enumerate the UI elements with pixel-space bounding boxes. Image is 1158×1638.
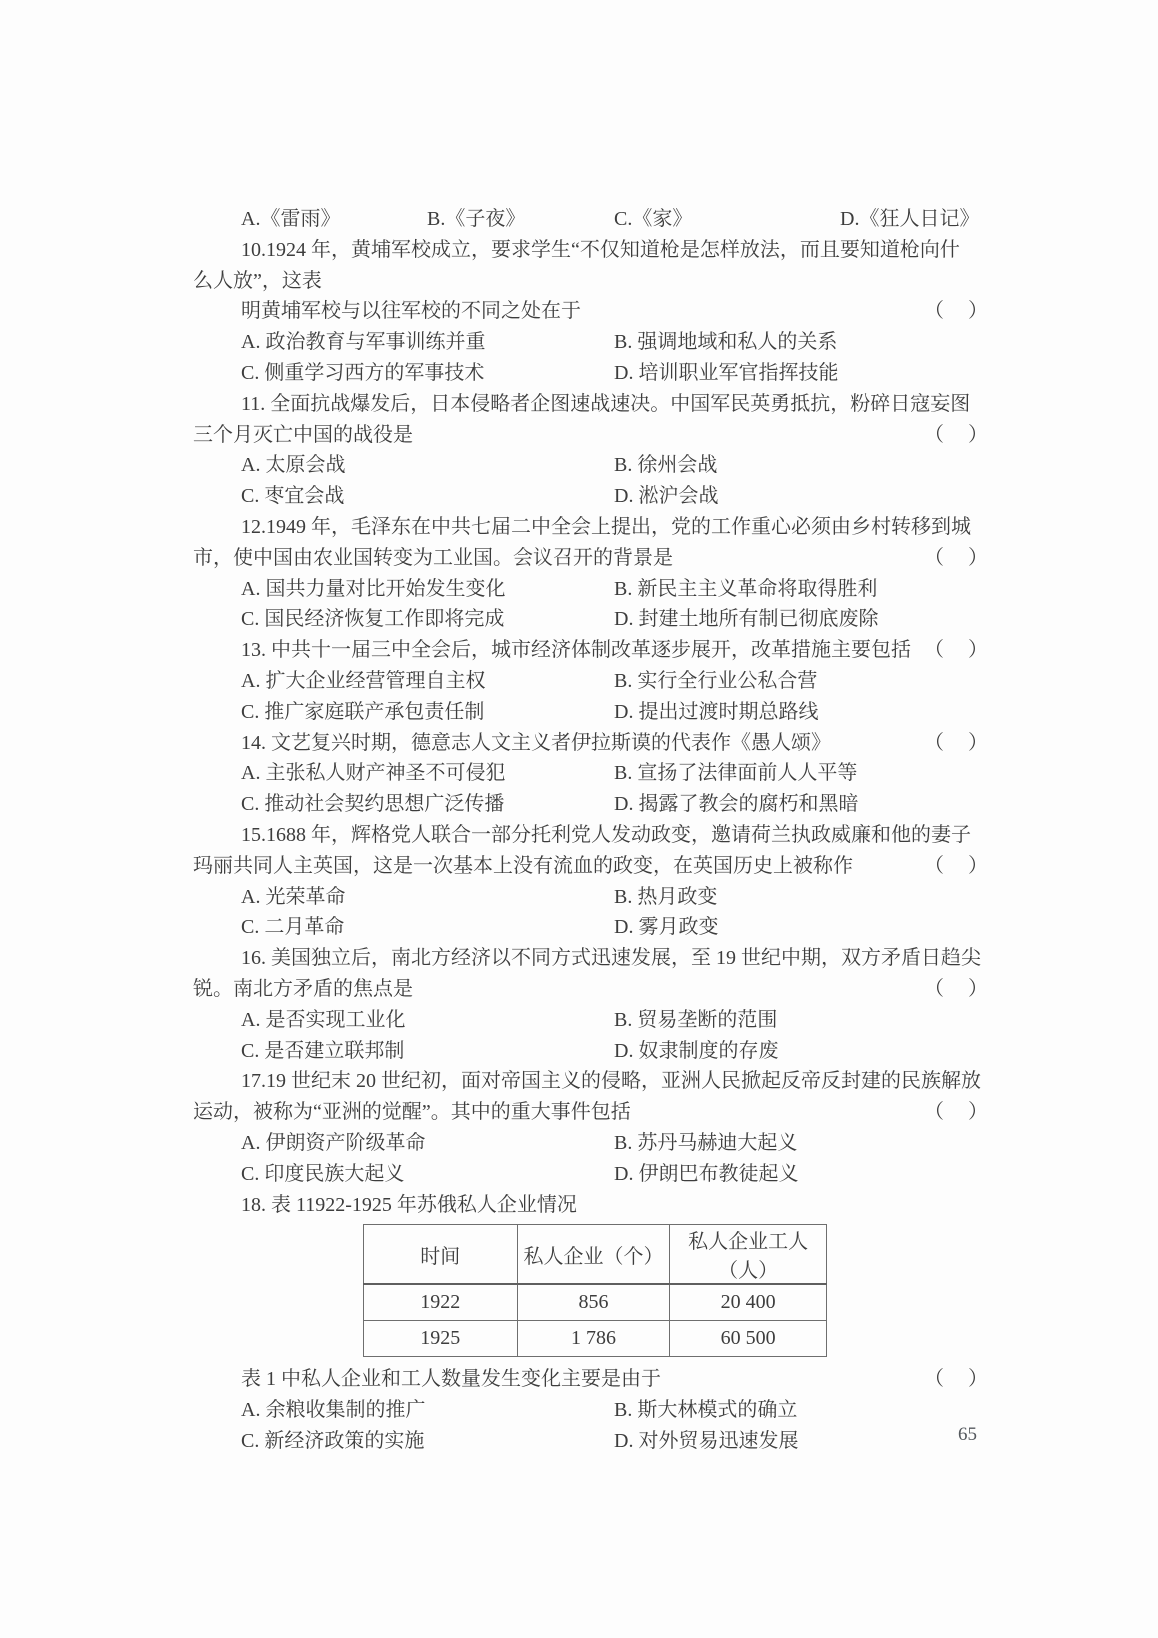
option-c: C. 枣宜会战 — [241, 485, 345, 508]
table-row — [364, 1321, 827, 1357]
option-d: D. 培训职业军官指挥技能 — [614, 361, 839, 384]
question-14-options-cd — [193, 789, 990, 820]
cell-year: 1925 — [364, 1321, 518, 1357]
option-b: B. 强调地域和私人的关系 — [614, 331, 838, 354]
question-10-options-ab — [193, 327, 990, 358]
question-11-options-ab — [193, 450, 990, 481]
question-17-line-1: 17.19 世纪末 20 世纪初，面对帝国主义的侵略，亚洲人民掀起反帝反封建的民族解放 — [241, 1070, 981, 1093]
option-c: C.《家》 — [614, 208, 693, 230]
question-text: 14. 文艺复兴时期，德意志人文主义者伊拉斯谟的代表作《愚人颂》 — [241, 731, 831, 754]
answer-bracket: （ ） — [924, 300, 990, 323]
question-text: 13. 中共十一届三中全会后，城市经济体制改革逐步展开，改革措施主要包括 — [241, 639, 911, 662]
question-9-options-row — [193, 204, 990, 235]
question-12-options-cd — [193, 604, 990, 635]
option-d: D. 伊朗巴布教徒起义 — [614, 1162, 799, 1185]
question-17-options-cd — [193, 1159, 990, 1190]
option-d: D.《狂人日记》 — [840, 208, 980, 230]
option-a: A. 国共力量对比开始发生变化 — [241, 577, 506, 600]
option-d: D. 雾月政变 — [614, 916, 719, 939]
question-16-line-1: 16. 美国独立后，南北方经济以不同方式迅速发展，至 19 世纪中期，双方矛盾日趋尖 — [241, 947, 981, 970]
question-text: 玛丽共同人主英国，这是一次基本上没有流血的政变，在英国历史上被称作 — [193, 854, 853, 877]
answer-bracket: （ ） — [924, 546, 990, 569]
question-13-options-cd — [193, 697, 990, 728]
question-14-line-1 — [193, 728, 990, 759]
question-18-line-2 — [193, 1364, 990, 1395]
cell-year: 1922 — [364, 1284, 518, 1321]
question-14-options-ab — [193, 758, 990, 789]
answer-bracket: （ ） — [924, 977, 990, 1000]
cell-enterprises: 1 786 — [517, 1321, 670, 1357]
soviet-enterprise-table — [363, 1224, 827, 1357]
question-12-options-ab — [193, 574, 990, 605]
question-text: 运动，被称为“亚洲的觉醒”。其中的重大事件包括 — [193, 1101, 631, 1124]
question-11-line-1: 11. 全面抗战爆发后，日本侵略者企图速战速决。中国军民英勇抵抗，粉碎日寇妄图 — [241, 392, 971, 415]
option-a: A. 伊朗资产阶级革命 — [241, 1131, 426, 1154]
question-text: 明黄埔军校与以往军校的不同之处在于 — [241, 300, 581, 323]
cell-workers: 60 500 — [670, 1321, 827, 1357]
option-a: A. 扩大企业经营管理自主权 — [241, 669, 486, 692]
question-18-line-1: 18. 表 11922-1925 年苏俄私人企业情况 — [241, 1193, 577, 1216]
option-a: A. 政治教育与军事训练并重 — [241, 331, 486, 354]
question-17-line-2 — [193, 1097, 990, 1128]
question-13-line-1 — [193, 635, 990, 666]
table-header-time: 时间 — [364, 1225, 518, 1285]
option-d: D. 提出过渡时期总路线 — [614, 700, 819, 723]
option-c: C. 印度民族大起义 — [241, 1162, 405, 1185]
answer-bracket: （ ） — [924, 731, 990, 754]
page-number: 65 — [958, 1424, 977, 1445]
question-15-options-ab — [193, 882, 990, 913]
option-b: B. 苏丹马赫迪大起义 — [614, 1131, 798, 1154]
option-b: B. 宣扬了法律面前人人平等 — [614, 762, 858, 785]
option-a: A. 是否实现工业化 — [241, 1008, 406, 1031]
option-c: C. 推广家庭联产承包责任制 — [241, 700, 485, 723]
exam-content — [193, 204, 990, 1457]
table-header-private-enterprises: 私人企业（个） — [517, 1225, 670, 1285]
answer-bracket: （ ） — [924, 639, 990, 662]
option-b: B. 实行全行业公私合营 — [614, 669, 818, 692]
question-16-options-cd — [193, 1036, 990, 1067]
question-11-options-cd — [193, 481, 990, 512]
option-b: B. 斯大林模式的确立 — [614, 1399, 798, 1422]
option-a: A. 光荣革命 — [241, 885, 346, 908]
option-b: B. 新民主主义革命将取得胜利 — [614, 577, 878, 600]
question-18-table — [363, 1224, 990, 1357]
question-text: 表 1 中私人企业和工人数量发生变化主要是由于 — [241, 1368, 661, 1391]
question-13-options-ab — [193, 666, 990, 697]
option-c: C. 新经济政策的实施 — [241, 1429, 425, 1452]
option-b: B. 热月政变 — [614, 885, 718, 908]
cell-enterprises: 856 — [517, 1284, 670, 1321]
option-b: B.《子夜》 — [427, 208, 526, 230]
question-12-line-2 — [193, 543, 990, 574]
question-11-line-2 — [193, 420, 990, 451]
option-c: C. 国民经济恢复工作即将完成 — [241, 608, 505, 631]
option-d: D. 封建土地所有制已彻底废除 — [614, 608, 879, 631]
option-a: A. 太原会战 — [241, 454, 346, 477]
question-text: 市，使中国由农业国转变为工业国。会议召开的背景是 — [193, 546, 673, 569]
question-10-options-cd — [193, 358, 990, 389]
option-a: A. 余粮收集制的推广 — [241, 1399, 426, 1422]
question-16-options-ab — [193, 1005, 990, 1036]
answer-bracket: （ ） — [924, 1101, 990, 1124]
option-a: A.《雷雨》 — [241, 208, 341, 230]
answer-bracket: （ ） — [924, 854, 990, 877]
question-15-line-2 — [193, 851, 990, 882]
answer-bracket: （ ） — [924, 423, 990, 446]
option-d: D. 淞沪会战 — [614, 485, 719, 508]
option-c: C. 侧重学习西方的军事技术 — [241, 361, 485, 384]
option-b: B. 贸易垄断的范围 — [614, 1008, 778, 1031]
option-b: B. 徐州会战 — [614, 454, 718, 477]
option-d: D. 揭露了教会的腐朽和黑暗 — [614, 793, 859, 816]
question-10-line-3 — [193, 296, 990, 327]
question-15-options-cd — [193, 912, 990, 943]
option-c: C. 推动社会契约思想广泛传播 — [241, 793, 505, 816]
question-12-line-1: 12.1949 年，毛泽东在中共七届二中全会上提出，党的工作重心必须由乡村转移到城 — [241, 515, 971, 538]
question-16-line-2 — [193, 974, 990, 1005]
question-18-options-cd — [193, 1426, 990, 1457]
question-10-line-1: 10.1924 年，黄埔军校成立，要求学生“不仅知道枪是怎样放法，而且要知道枪向什 — [241, 238, 960, 261]
option-c: C. 二月革命 — [241, 916, 345, 939]
option-c: C. 是否建立联邦制 — [241, 1039, 405, 1062]
question-text: 锐。南北方矛盾的焦点是 — [193, 977, 413, 1000]
question-text: 三个月灭亡中国的战役是 — [193, 423, 413, 446]
table-header-enterprise-workers: 私人企业工人（人） — [670, 1225, 827, 1285]
table-header-row — [364, 1225, 827, 1285]
answer-bracket: （ ） — [924, 1368, 990, 1391]
question-15-line-1: 15.1688 年，辉格党人联合一部分托利党人发动政变，邀请荷兰执政威廉和他的妻子 — [241, 823, 971, 846]
option-a: A. 主张私人财产神圣不可侵犯 — [241, 762, 506, 785]
cell-workers: 20 400 — [670, 1284, 827, 1321]
question-18-options-ab — [193, 1395, 990, 1426]
option-d: D. 奴隶制度的存废 — [614, 1039, 779, 1062]
table-row — [364, 1284, 827, 1321]
question-17-options-ab — [193, 1128, 990, 1159]
question-10-line-2: 么人放”，这表 — [193, 269, 322, 292]
option-d: D. 对外贸易迅速发展 — [614, 1429, 799, 1452]
